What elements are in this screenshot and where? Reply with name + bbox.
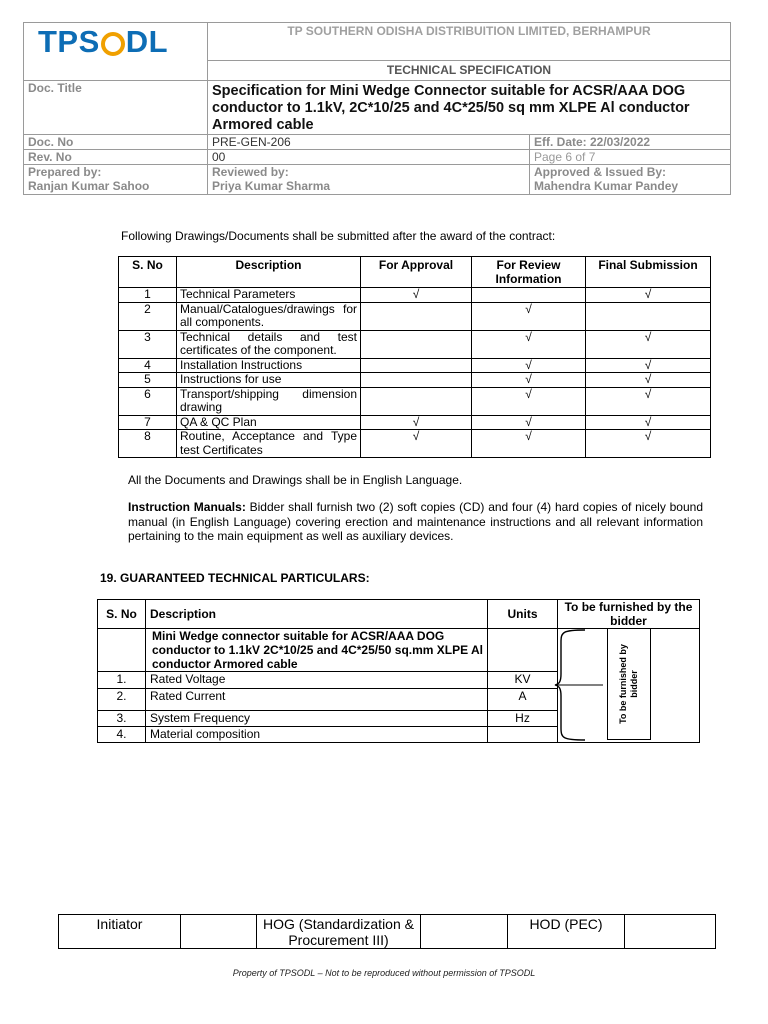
row-approval: √: [361, 415, 472, 430]
row-final: √: [586, 430, 711, 458]
row-description: QA & QC Plan: [177, 415, 361, 430]
row-approval: [361, 358, 472, 373]
row-sno: 2: [119, 302, 177, 330]
approved-by: [530, 165, 731, 195]
table-row: [119, 373, 711, 388]
row-review: [472, 288, 586, 303]
tpsodl-logo: TPS DL: [38, 24, 169, 59]
row-review: √: [472, 302, 586, 330]
col-description: Description: [177, 257, 361, 288]
hog-sign: [421, 915, 508, 949]
row-description: Technical details and test certificates of the component.: [177, 330, 361, 358]
logo-cell: [24, 23, 208, 81]
approved-label: Approved & Issued By:: [534, 165, 667, 179]
rev-no: 00: [208, 150, 530, 165]
doc-title: Specification for Mini Wedge Connector suitable for ACSR/AAA DOG conductor to 1.1kV, 2C*10/25 and 4C*25/50 sq mm XLPE Al conductor Armored cable: [208, 81, 731, 135]
row-sno: 8: [119, 430, 177, 458]
intro-text: Following Drawings/Documents shall be submitted after the award of the contract:: [121, 229, 556, 243]
table-row: 3. System Frequency Hz: [98, 711, 700, 727]
row-description: Transport/shipping dimension drawing: [177, 387, 361, 415]
gtp-col-units: Units: [488, 600, 558, 629]
manual-label: Instruction Manuals:: [128, 500, 246, 514]
company-name: TP SOUTHERN ODISHA DISTRIBUITION LIMITED, BERHAMPUR: [208, 23, 731, 61]
row-approval: [361, 330, 472, 358]
language-note: All the Documents and Drawings shall be in English Language.: [128, 473, 463, 487]
row-approval: [361, 373, 472, 388]
row-approval: [361, 302, 472, 330]
document-header: [23, 22, 731, 195]
table-row: [119, 415, 711, 430]
signoff-table: [58, 914, 716, 949]
table-row: [119, 288, 711, 303]
hog-label: HOG (Standardization & Procurement III): [257, 915, 421, 949]
row-description: Manual/Catalogues/drawings for all components.: [177, 302, 361, 330]
prepared-label: Prepared by:: [28, 165, 102, 179]
row-sno: 5: [119, 373, 177, 388]
doc-title-label: Doc. Title: [24, 81, 208, 135]
gtp-group-unit: [488, 629, 558, 672]
gtp-group-sno: [98, 629, 146, 672]
table-row: [119, 430, 711, 458]
row-approval: √: [361, 288, 472, 303]
row-review: √: [472, 358, 586, 373]
bidder-note: To be furnished by bidder: [618, 644, 639, 724]
row-final: √: [586, 288, 711, 303]
table-row: 1. Rated Voltage KV: [98, 672, 700, 689]
prepared-by: [24, 165, 208, 195]
row-description: Installation Instructions: [177, 358, 361, 373]
row-review: √: [472, 430, 586, 458]
gtp-col-bidder: To be furnished by the bidder: [558, 600, 700, 629]
section-heading: 19. GUARANTEED TECHNICAL PARTICULARS:: [100, 571, 370, 585]
row-description: Technical Parameters: [177, 288, 361, 303]
approved-name: Mahendra Kumar Pandey: [534, 179, 679, 193]
table-row: [119, 302, 711, 330]
row-sno: 6: [119, 387, 177, 415]
reviewed-label: Reviewed by:: [212, 165, 289, 179]
instruction-manuals: [128, 500, 703, 544]
table-row: [119, 330, 711, 358]
col-final: Final Submission: [586, 257, 711, 288]
gtp-group-title: Mini Wedge connector suitable for ACSR/AAA DOG conductor to 1.1kV 2C*10/25 and 4C*25/50 sq.mm XLPE Al conductor Armored cable: [146, 629, 488, 672]
doc-no: PRE-GEN-206: [208, 135, 530, 150]
row-final: √: [586, 373, 711, 388]
row-sno: 3: [119, 330, 177, 358]
row-review: √: [472, 373, 586, 388]
initiator-label: Initiator: [59, 915, 181, 949]
row-approval: [361, 387, 472, 415]
hod-label: HOD (PEC): [508, 915, 625, 949]
curly-brace-icon: [553, 628, 609, 742]
bidder-note-box: [607, 628, 651, 740]
doc-no-label: Doc. No: [24, 135, 208, 150]
rev-no-label: Rev. No: [24, 150, 208, 165]
submission-table: [118, 256, 711, 458]
prepared-name: Ranjan Kumar Sahoo: [28, 179, 150, 193]
table-row: 2. Rated Current A: [98, 689, 700, 711]
row-sno: 1: [119, 288, 177, 303]
row-final: [586, 302, 711, 330]
row-description: Instructions for use: [177, 373, 361, 388]
hod-sign: [625, 915, 716, 949]
eff-date: Eff. Date: 22/03/2022: [530, 135, 731, 150]
row-final: √: [586, 358, 711, 373]
spec-label: TECHNICAL SPECIFICATION: [208, 61, 731, 81]
row-final: √: [586, 387, 711, 415]
row-review: √: [472, 387, 586, 415]
col-sno: S. No: [119, 257, 177, 288]
initiator-sign: [181, 915, 257, 949]
row-review: √: [472, 415, 586, 430]
row-approval: √: [361, 430, 472, 458]
table-row: [119, 387, 711, 415]
row-review: √: [472, 330, 586, 358]
row-final: √: [586, 330, 711, 358]
reviewed-name: Priya Kumar Sharma: [212, 179, 331, 193]
table-row: 4. Material composition: [98, 727, 700, 743]
footer: Property of TPSODL – Not to be reproduced without permission of TPSODL: [232, 968, 536, 978]
logo-o-ring-icon: [101, 32, 125, 56]
col-approval: For Approval: [361, 257, 472, 288]
col-review: For Review Information: [472, 257, 586, 288]
row-sno: 4: [119, 358, 177, 373]
table-row: [119, 358, 711, 373]
row-description: Routine, Acceptance and Type test Certificates: [177, 430, 361, 458]
row-sno: 7: [119, 415, 177, 430]
page-number: Page 6 of 7: [530, 150, 731, 165]
reviewed-by: [208, 165, 530, 195]
manual-text: Bidder shall furnish two (2) soft copies (CD) and four (4) hard copies of nicely bound manual (in English Language) covering erection and maintenance instructions and all relevant information pertaining to the main equipment as well as auxiliary devices.: [128, 500, 703, 543]
gtp-col-description: Description: [146, 600, 488, 629]
row-final: √: [586, 415, 711, 430]
gtp-col-sno: S. No: [98, 600, 146, 629]
